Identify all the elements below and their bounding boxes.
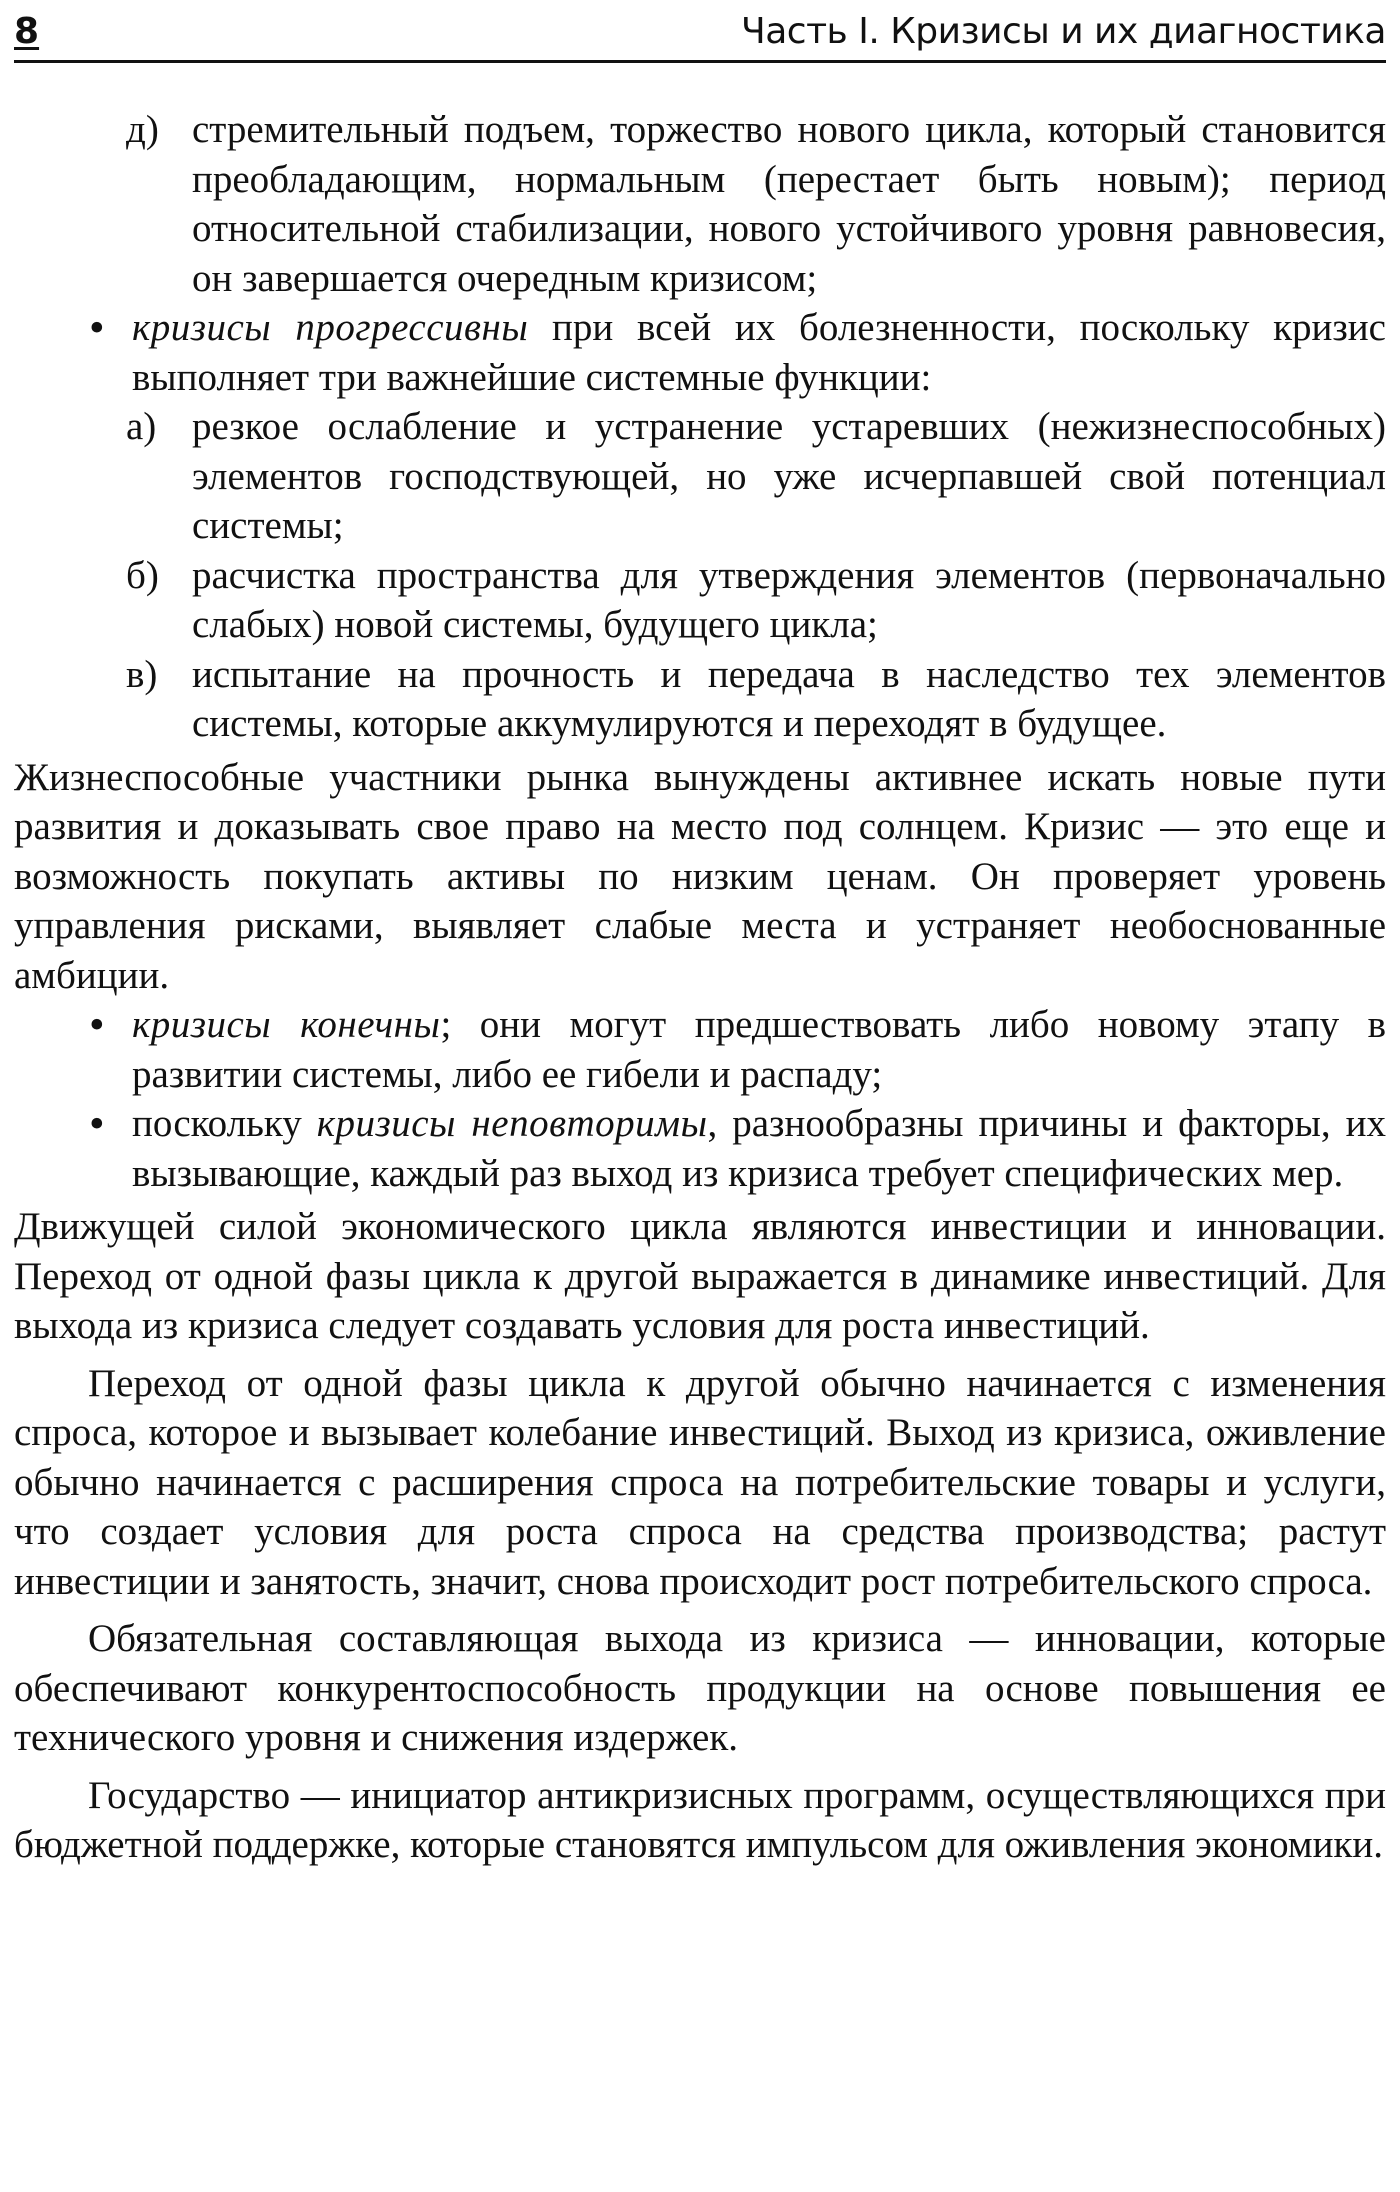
list-item-a [14, 402, 1386, 551]
bullet-item-prefix: поскольку [132, 1102, 317, 1145]
list-marker: а) [126, 405, 157, 448]
list-marker: б) [126, 553, 159, 597]
list-item-d [14, 105, 1386, 303]
page-body [14, 105, 1386, 1870]
list-item-v [14, 650, 1386, 749]
list-item-text: испытание на прочность и передача в наследство тех элементов системы, которые аккумулируются и переходят в будущее. [192, 652, 1386, 745]
page-number: 8 [14, 11, 40, 52]
bullet-item-finite [14, 1000, 1386, 1099]
emphasis-term: кризисы неповторимы [316, 1102, 708, 1145]
list-item-text: стремительный подъем, торжество нового цикла, который становится преобладающим, нормальным (перестает быть новым); период относительной стабилизации, нового устойчивого уровня равновесия, он завершается очередным кризисом; [192, 108, 1386, 300]
emphasis-term: кризисы конечны [132, 1003, 441, 1046]
list-item-text: расчистка пространства для утверждения элементов (первоначально слабых) новой системы, будущего цикла; [192, 553, 1386, 646]
book-page [14, 0, 1386, 2192]
list-item-text: резкое ослабление и устранение устаревших (нежизнеспособных) элементов господствующей, но уже исчерпавшей свой потенциал системы; [192, 405, 1386, 547]
list-marker: д) [126, 108, 159, 151]
list-item-b [14, 551, 1386, 650]
bullet-item-text: ; они могут предшествовать либо новому этапу в развитии системы, либо ее гибели и распаду; [132, 1003, 1387, 1096]
bullet-marker: • [90, 306, 104, 349]
paragraph-4: Обязательная составляющая выхода из кризиса — инновации, которые обеспечивают конкурентоспособность продукции на основе повышения ее технического уровня и снижения издержек. [14, 1617, 1386, 1759]
bullet-item-unique [14, 1099, 1386, 1198]
chapter-title: Часть I. Кризисы и их диагностика [741, 11, 1386, 52]
paragraph-3: Переход от одной фазы цикла к другой обычно начинается с изменения спроса, которое и вызывает колебание инвестиций. Выход из кризиса, оживление обычно начинается с расширения спроса на потребительские товары и услуги, что создает условия для роста спроса на средства производства; растут инвестиции и занятость, значит, снова происходит рост потребительского спроса. [14, 1361, 1386, 1603]
paragraph-1: Жизнеспособные участники рынка вынуждены активнее искать новые пути развития и доказывать свое право на место под солнцем. Кризис — это еще и возможность покупать активы по низким ценам. Он проверяет уровень управления рисками, выявляет слабые места и устраняет необоснованные амбиции. [14, 755, 1386, 997]
emphasis-term: кризисы прогрессивны [132, 306, 529, 349]
paragraph-2: Движущей силой экономического цикла являются инвестиции и инновации. Переход от одной фазы цикла к другой выражается в динамике инвестиций. Для выхода из кризиса следует создавать условия для роста инвестиций. [14, 1205, 1386, 1347]
bullet-item-text: при всей их болезненности, поскольку кризис выполняет три важнейшие системные функции: [132, 306, 1386, 399]
bullet-item-progressive [14, 303, 1386, 402]
paragraph-5: Государство — инициатор антикризисных программ, осуществляющихся при бюджетной поддержке, которые становятся импульсом для оживления экономики. [14, 1773, 1386, 1866]
bullet-item-text: , разнообразны причины и факторы, их вызывающие, каждый раз выход из кризиса требует специфических мер. [132, 1102, 1386, 1195]
list-marker: в) [126, 652, 158, 696]
bullet-marker: • [90, 1003, 104, 1046]
bullet-marker: • [90, 1102, 104, 1145]
running-head [14, 0, 1386, 63]
